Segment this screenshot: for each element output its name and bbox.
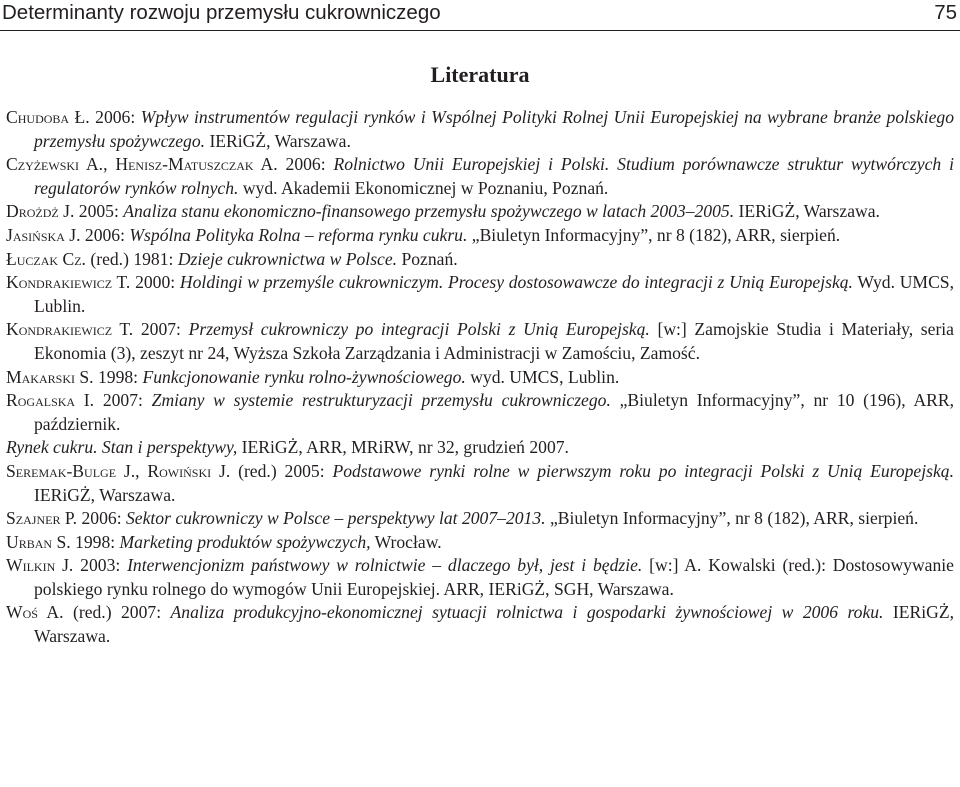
reference-details: „Biuletyn Informacyjny”, nr 8 (182), ARR, sierpień. [549,508,919,529]
reference-details: IERiGŻ, Warszawa. [209,130,351,151]
reference-year: 2006: [84,224,125,245]
reference-year: 2006: [81,508,122,529]
page-number: 75 [934,1,957,24]
reference-author: Jasińska J. [6,224,81,245]
reference-author: Kondrakiewicz T. [6,272,131,293]
reference-entry [6,224,954,248]
reference-details: Wyd. UMCS, Lublin. [34,272,954,316]
reference-title: Funkcjonowanie rynku rolno-żywnościowego. [142,366,466,387]
reference-title: Podstawowe rynki rolne w pierwszym roku po integracji Polski z Unią Europejską. [332,460,954,481]
reference-author: Kondrakiewicz T. [6,319,134,340]
reference-year: (red.) 2007: [72,602,162,623]
reference-entry [6,366,954,390]
reference-author: Woś A. [6,602,64,623]
reference-title: Dzieje cukrownictwa w Polsce. [177,248,398,269]
reference-title: Wpływ instrumentów regulacji rynków i Wspólnej Polityki Rolnej Unii Europejskiej na wybrane branże polskiego przemysłu spożywczego. [34,107,954,151]
reference-year: 1998: [75,531,116,552]
reference-details: „Biuletyn Informacyjny”, nr 10 (196), ARR, październik. [34,390,955,434]
reference-author: Makarski S. [6,366,94,387]
reference-title: Analiza stanu ekonomiczno-finansowego przemysłu spożywczego w latach 2003–2005. [123,201,735,222]
reference-author: Seremak-Bulge J., Rowiński J. [6,460,231,481]
reference-year: 2003: [80,555,121,576]
reference-title: Marketing produktów spożywczych, [119,531,371,552]
reference-details: Poznań. [401,248,458,269]
reference-entry [6,531,954,555]
reference-title: Rynek cukru. Stan i perspektywy, [6,437,238,458]
reference-year: 2005: [78,201,119,222]
reference-entry [6,318,954,365]
reference-title: Zmiany w systemie restrukturyzacji przemysłu cukrowniczego. [151,390,611,411]
reference-title: Przemysł cukrowniczy po integracji Polski z Unią Europejską. [188,319,650,340]
reference-year: 2006: [285,154,326,175]
reference-author: Wilkin J. [6,555,74,576]
reference-year: 1998: [97,366,139,387]
reference-details: wyd. UMCS, Lublin. [470,366,620,387]
reference-author: Łuczak Cz. [6,248,86,269]
reference-title: Sektor cukrowniczy w Polsce – perspektywy lat 2007–2013. [125,508,546,529]
reference-entry [6,106,954,153]
reference-entry [6,436,954,460]
reference-entry [6,507,954,531]
reference-author: Szajner P. [6,508,78,529]
reference-author: Urban S. [6,531,71,552]
reference-author: Rogalska I. [6,390,95,411]
reference-year: 2007: [140,319,181,340]
reference-details: [w:] A. Kowalski (red.): Dostosowywanie polskiego rynku rolnego do wymogów Unii Europejskiej. ARR, IERiGŻ, SGH, Warszawa. [34,555,954,599]
running-header [0,0,960,31]
reference-entry [6,460,954,507]
reference-title: Analiza produkcyjno-ekonomicznej sytuacji rolnictwa i gospodarki żywnościowej w 2006 roku. [170,602,884,623]
reference-year: 2006: [95,107,136,127]
reference-author: Chudoba Ł. [6,107,90,127]
reference-year: 2000: [135,272,176,293]
reference-title: Wspólna Polityka Rolna – reforma rynku cukru. [129,224,468,245]
reference-details: wyd. Akademii Ekonomicznej w Poznaniu, Poznań. [242,177,609,198]
reference-entry [6,271,954,318]
running-header-title: Determinanty rozwoju przemysłu cukrowniczego [2,1,441,24]
reference-entry [6,554,954,601]
reference-author: Czyżewski A., Henisz-Matuszczak A. [6,154,278,175]
reference-entry [6,601,954,648]
bibliography-list [6,106,954,649]
reference-entry [6,389,954,436]
reference-details: IERiGŻ, Warszawa. [738,201,880,222]
reference-details: IERiGŻ, Warszawa. [34,484,176,505]
section-title: Literatura [430,62,530,87]
reference-details: [w:] Zamojskie Studia i Materiały, seria Ekonomia (3), zeszyt nr 24, Wyższa Szkoła Zarządzania i Administracji w Zamościu, Zamość. [34,319,954,363]
reference-entry [6,153,954,200]
reference-details: IERiGŻ, Warszawa. [34,602,955,647]
reference-title: Holdingi w przemyśle cukrowniczym. Procesy dostosowawcze do integracji z Unią Europejską. [179,272,853,293]
reference-year: (red.) 2005: [238,460,325,481]
reference-entry [6,248,954,272]
reference-title: Rolnictwo Unii Europejskiej i Polski. Studium porównawcze struktur wytwórczych i regulatorów rynków rolnych. [34,154,955,198]
reference-author: Drożdż J. [6,201,75,222]
reference-details: „Biuletyn Informacyjny”, nr 8 (182), ARR, sierpień. [471,224,841,245]
reference-details: Wrocław. [374,531,442,552]
reference-entry [6,200,954,224]
reference-details: IERiGŻ, ARR, MRiRW, nr 32, grudzień 2007. [241,437,569,458]
reference-title: Interwencjonizm państwowy w rolnictwie – dlaczego był, jest i będzie. [127,555,643,576]
reference-year: (red.) 1981: [90,248,174,269]
reference-year: 2007: [102,390,143,411]
